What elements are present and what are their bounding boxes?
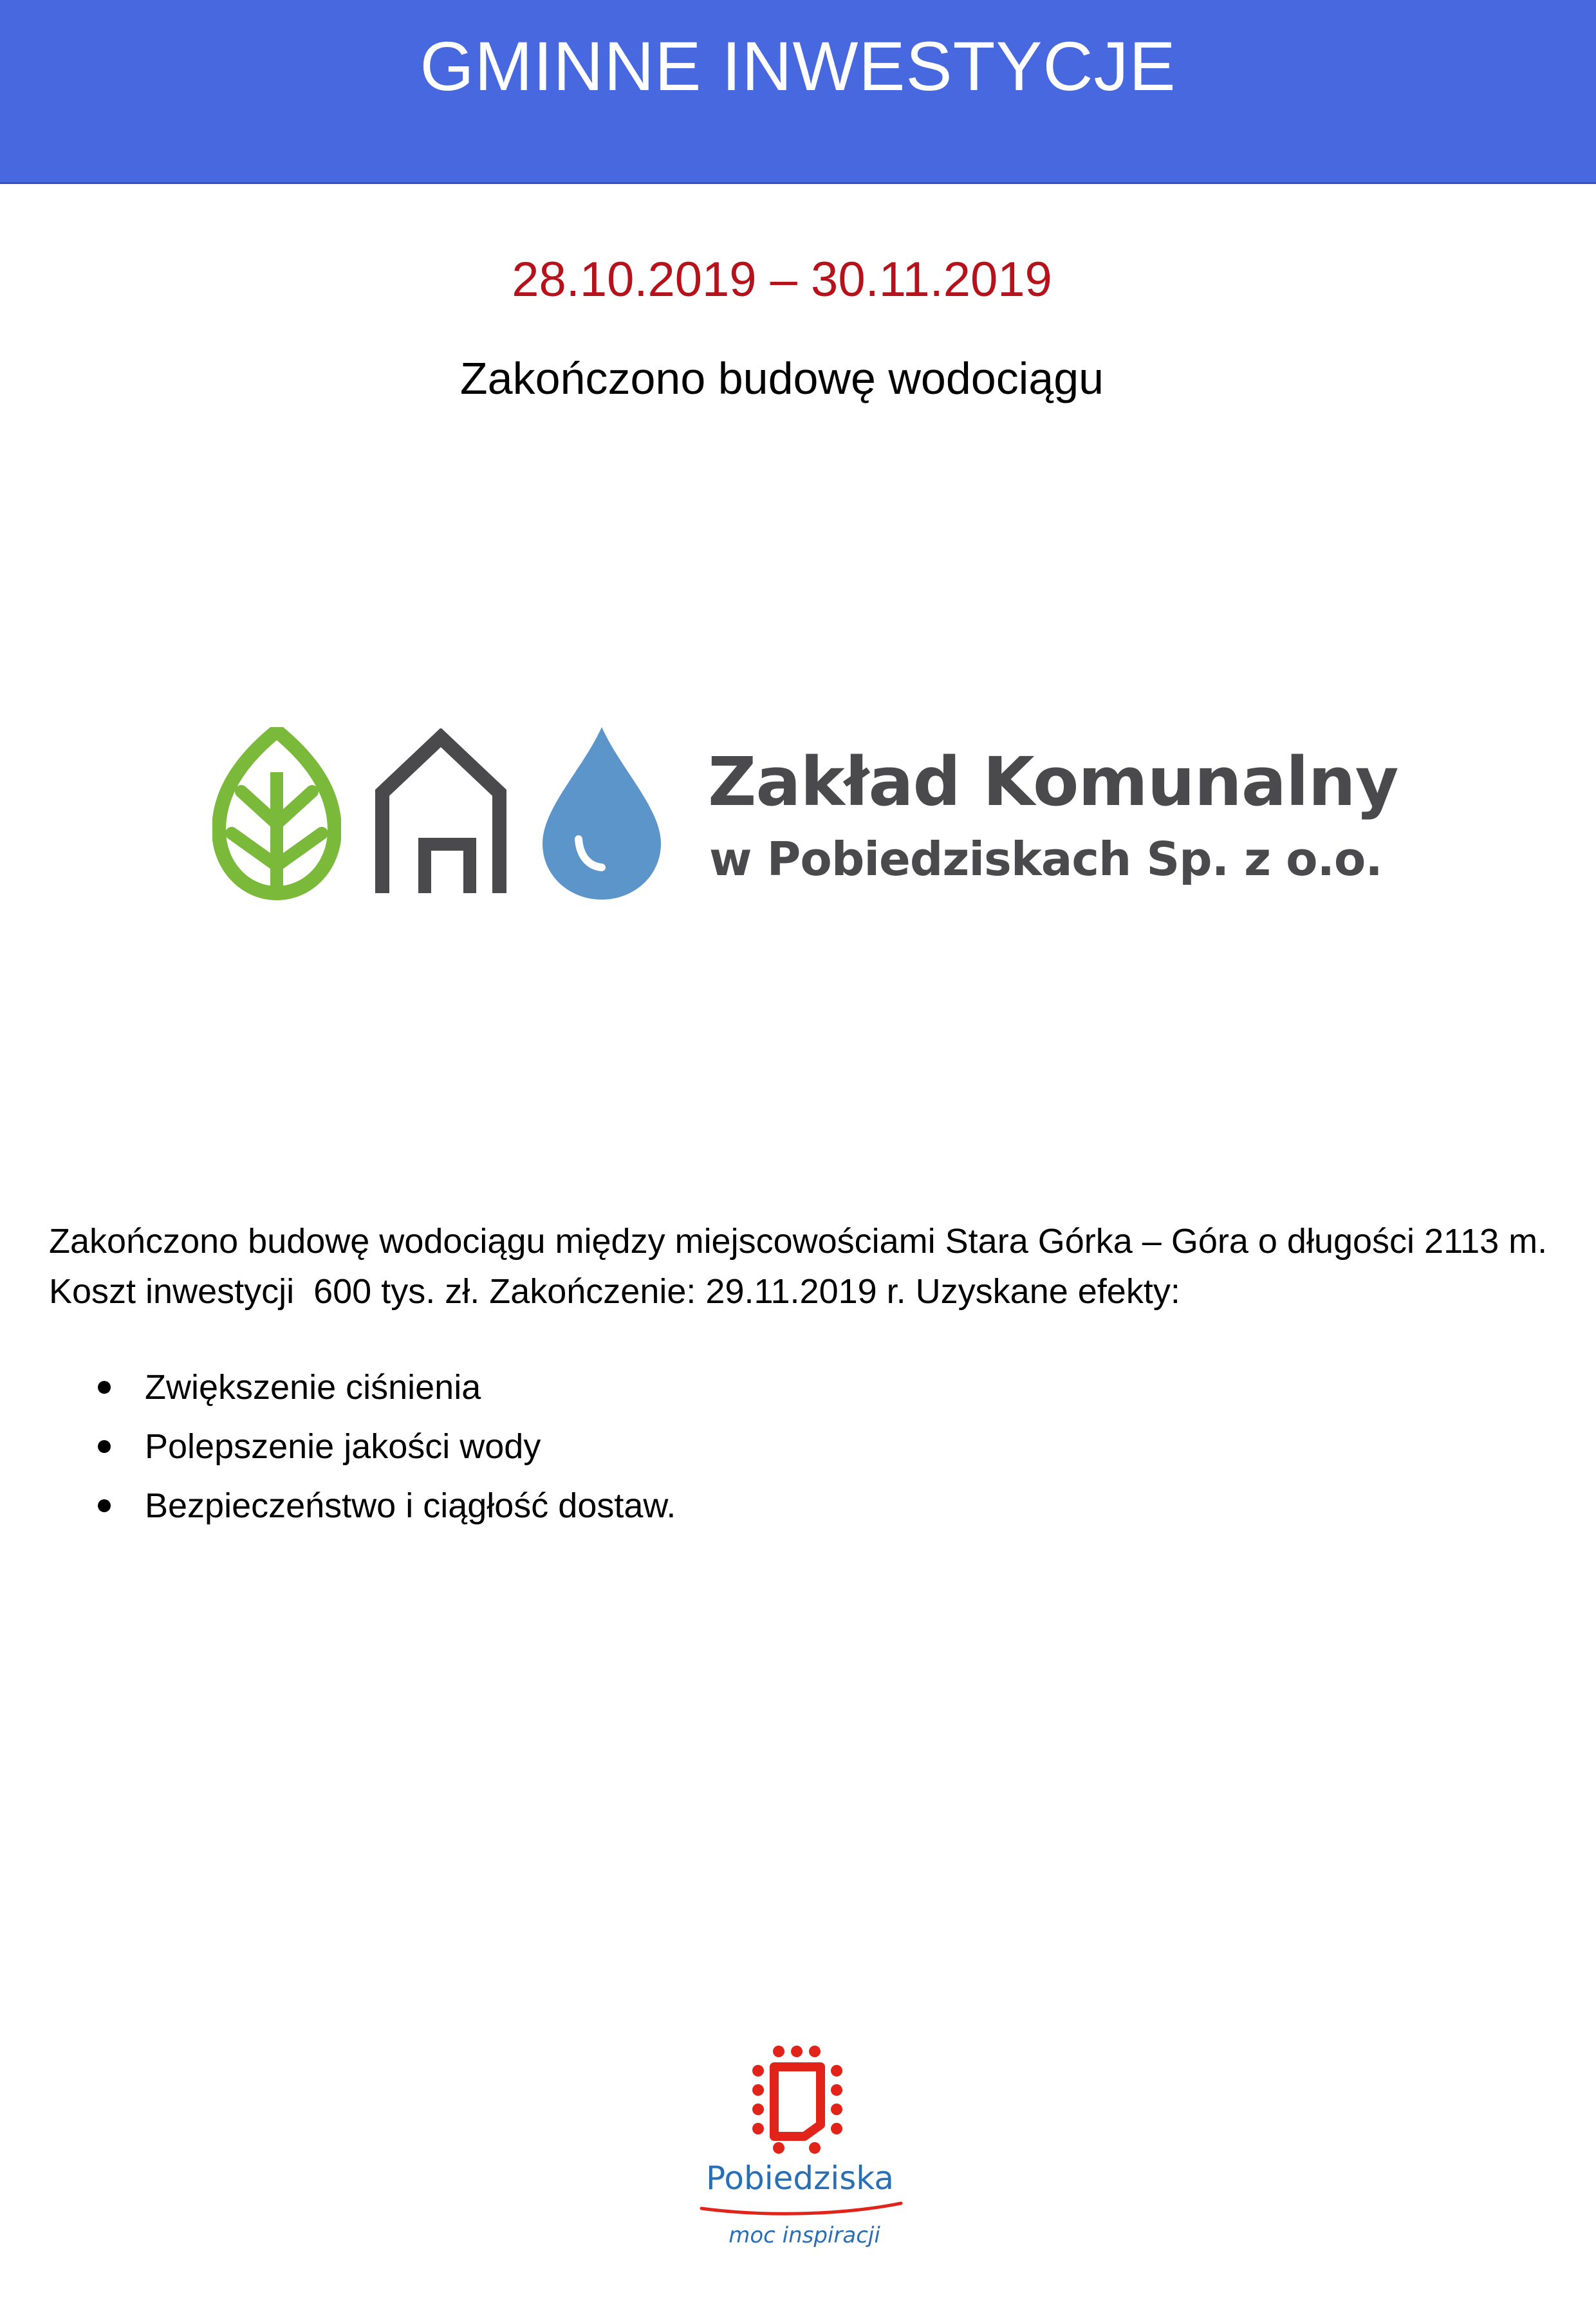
- list-item: [98, 1476, 676, 1535]
- leaf-icon: [212, 727, 341, 901]
- company-subname: w Pobiedziskach Sp. z o.o.: [709, 832, 1382, 886]
- header-bar: [0, 0, 1596, 184]
- town-name: Pobiedziska: [706, 2160, 894, 2197]
- body-paragraph-container: [49, 1216, 1568, 1317]
- house-icon: [373, 728, 508, 902]
- list-item: [98, 1358, 676, 1417]
- bullet-icon: [98, 1499, 111, 1512]
- body-paragraph: Zakończono budowę wodociągu między miejscowościami Stara Górka – Góra o długości 2113 m. Koszt inwestycji 600 tys. zł. Zakończenie: 29.11.2019 r. Uzyskane efekty:: [49, 1222, 1557, 1311]
- list-item-text: Bezpieczeństwo i ciągłość dostaw.: [145, 1486, 676, 1525]
- town-logo: [682, 2040, 914, 2265]
- list-item: [98, 1417, 676, 1476]
- event-title: Zakończono budowę wodociągu: [459, 353, 1104, 403]
- company-name: Zakład Komunalny: [708, 743, 1398, 821]
- date-range: 28.10.2019 – 30.11.2019: [512, 252, 1052, 307]
- list-item-text: Polepszenie jakości wody: [145, 1427, 541, 1466]
- bullet-icon: [98, 1381, 111, 1394]
- town-tagline: moc inspiracji: [728, 2223, 880, 2248]
- town-emblem-icon: [682, 2040, 914, 2169]
- page-title: GMINNE INWESTYCJE: [420, 27, 1176, 105]
- water-drop-icon: [537, 725, 666, 905]
- effects-list: [98, 1358, 676, 1535]
- bullet-icon: [98, 1440, 111, 1453]
- company-logo: [212, 721, 1398, 914]
- list-item-text: Zwiększenie ciśnienia: [145, 1368, 481, 1407]
